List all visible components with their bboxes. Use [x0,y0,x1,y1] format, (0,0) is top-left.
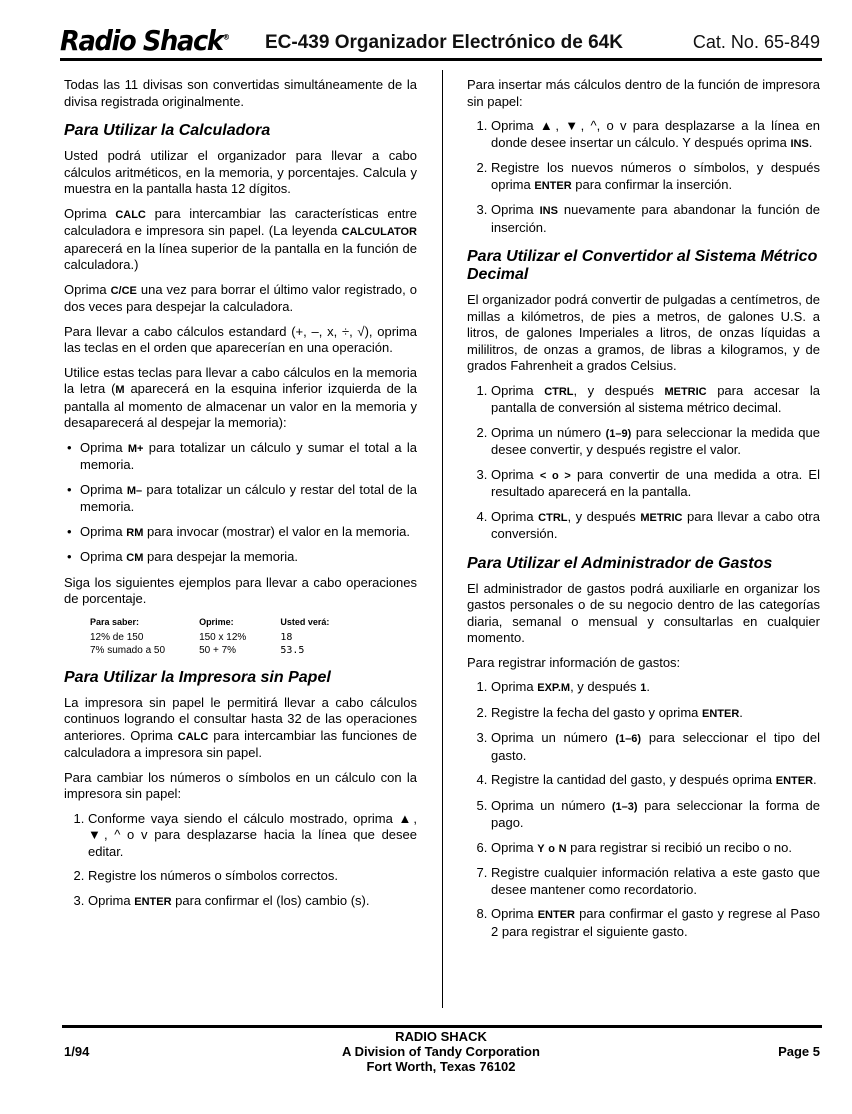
list-item: 3. Oprima < o > para convertir de una medida a otra. El resultado aparecerá en la pantalla. [491,467,820,501]
list-item: 4. Oprima CTRL, y después METRIC para llevar a cabo otra conversión. [491,509,820,543]
table-header: Para saber: [90,616,140,627]
list-item: 2. Registre los números o símbolos correctos. [88,868,417,885]
list-item: • Oprima CM para despejar la memoria. [80,549,417,567]
footer-date: 1/94 [64,1044,90,1059]
printer-paragraph-2: Para cambiar los números o símbolos en un cálculo con la impresora sin papel: [64,769,417,801]
insert-steps [467,118,820,236]
footer-rule [62,1025,822,1028]
list-item: 1. Oprima CTRL, y después METRIC para accesar la pantalla de conversión al sistema métrico decimal. [491,383,820,417]
footer-company-block [280,1029,602,1074]
calculator-paragraph-4: Para llevar a cabo cálculos estandard (+, –, x, ÷, √), oprima las teclas en el orden que aparecerían en una operación. [64,323,417,355]
memory-key-list [64,440,417,567]
list-item: 2. Registre la fecha del gasto y oprima ENTER. [491,705,820,723]
list-item: 1. Oprima EXP.M, y después 1. [491,679,820,697]
calculator-paragraph-2: Oprima CALC para intercambiar las características entre calculadora e impresora sin papel. (La leyenda CALCULATOR aparecerá en la línea superior de la pantalla en la función de calculadora.) [64,205,417,272]
list-item: 6. Oprima Y o N para registrar si recibió un recibo o no. [491,840,820,858]
list-item: 3. Oprima ENTER para confirmar el (los) cambio (s). [88,893,417,911]
list-item: 7. Registre cualquier información relativa a este gasto que desee mantener como recordatorio. [491,865,820,898]
calculator-heading: Para Utilizar la Calculadora [64,122,271,139]
intro-paragraph: Todas las 11 divisas son convertidas simultáneamente de la divisa registrada originalmente. [64,77,417,109]
document-title: EC-439 Organizador Electrónico de 64K [265,32,623,53]
list-item: 2. Registre los nuevos números o símbolos, y después oprima ENTER para confirmar la inserción. [491,160,820,194]
page-header [60,22,822,61]
page-number: Page 5 [778,1044,820,1059]
calculator-paragraph-5: Utilice estas teclas para llevar a cabo cálculos en la memoria la letra (M aparecerá en la esquina inferior izquierda de la pantalla al momento de almacenar un valor en la memoria y desaparecerá al despejar la memoria): [64,364,417,430]
list-item: 1. Conforme vaya siendo el cálculo mostrado, oprima ▲, ▼, ^ o v para desplazarse hacia la línea que desee editar. [88,811,417,861]
key-label: CALC [115,208,146,221]
metric-steps [467,383,820,543]
expense-heading: Para Utilizar el Administrador de Gastos [467,554,773,572]
metric-paragraph: El organizador podrá convertir de pulgadas a centímetros, de millas a kilómetros, de pies a metros, de galones U.S. a litros, de galones Imperiales a litros, de onzas líquidas a mililitros, de onzas a gramos, de libras a kilogramos, y de grados Fahrenheit a grados Celsius. [467,292,820,373]
percent-examples-table [90,616,363,657]
list-item: 1. Oprima ▲, ▼, ^, o v para desplazarse a la línea en donde desee insertar un cálculo. Y después oprima INS. [491,118,820,152]
footer-location: Fort Worth, Texas 76102 [366,1059,516,1074]
left-column [64,77,417,918]
table-header: Usted verá: [280,616,330,627]
list-item: 5. Oprima un número (1–3) para seleccionar la forma de pago. [491,798,820,832]
printer-steps [64,811,417,911]
expense-steps [467,679,820,940]
list-item: • Oprima M+ para totalizar un cálculo y sumar el total a la memoria. [80,440,417,474]
catalog-number: Cat. No. 65-849 [692,32,820,52]
printer-paragraph-1: La impresora sin papel le permitirá llevar a cabo cálculos continuos logrando el consultar hasta 32 de las operaciones anteriores. Oprima CALC para intercambiar las funciones de calculadora a impresora sin papel. [64,694,417,760]
list-item: • Oprima M– para totalizar un cálculo y restar del total de la memoria. [80,482,417,516]
column-divider [442,70,443,1008]
memory-indicator: M [115,384,125,396]
table-header: Oprime: [199,616,234,627]
expense-paragraph-1: El administrador de gastos podrá auxiliarle en organizar los gastos personales o de su negocio dentro de las categorías diaria, semanal o mensual y consultarlas en cualquier momento. [467,580,820,645]
insert-intro: Para insertar más cálculos dentro de la función de impresora sin papel: [467,77,820,109]
footer-division: A Division of Tandy Corporation [342,1044,540,1059]
table-row: 7% sumado a 50 50 + 7% 53.5 [90,644,305,656]
brand-logo: Radio Shack® [60,24,229,57]
list-item: 2. Oprima un número (1–9) para seleccionar la medida que desee convertir, y después registre el valor. [491,425,820,459]
table-row: 12% de 150 150 x 12% 18 [90,631,293,643]
metric-heading: Para Utilizar el Convertidor al Sistema Métrico Decimal [467,248,818,283]
list-item: 3. Oprima INS nuevamente para abandonar la función de inserción. [491,202,820,236]
list-item: 3. Oprima un número (1–6) para seleccionar el tipo del gasto. [491,730,820,764]
key-label: C/CE [110,284,137,297]
right-column [467,77,820,948]
display-legend: CALCULATOR [341,226,417,238]
list-item: 8. Oprima ENTER para confirmar el gasto y regrese al Paso 2 para registrar el siguiente gasto. [491,906,820,940]
footer-company: RADIO SHACK [395,1029,487,1044]
expense-paragraph-2: Para registrar información de gastos: [467,654,681,670]
calculator-paragraph-1: Usted podrá utilizar el organizador para llevar a cabo cálculos aritméticos, en la memoria, y porcentajes. Calcula y muestra en la pantalla hasta 12 dígitos. [64,148,417,196]
printer-heading: Para Utilizar la Impresora sin Papel [64,668,331,686]
calculator-paragraph-3: Oprima C/CE una vez para borrar el último valor registrado, o dos veces para despejar la calculadora. [64,281,417,314]
list-item: 4. Registre la cantidad del gasto, y después oprima ENTER. [491,772,820,790]
list-item: • Oprima RM para invocar (mostrar) el valor en la memoria. [80,524,417,542]
percent-intro: Siga los siguientes ejemplos para llevar a cabo operaciones de porcentaje. [64,574,417,606]
